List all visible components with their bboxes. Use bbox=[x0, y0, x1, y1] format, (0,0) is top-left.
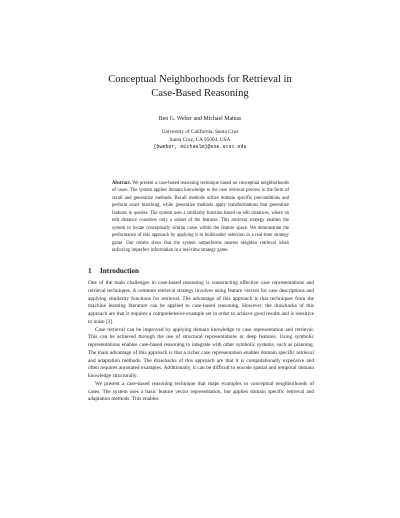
body-text bbox=[88, 280, 314, 404]
section-number: 1 bbox=[88, 267, 92, 275]
paragraph: Case retrieval can be improved by applying domain knowledge to case representation and retrieval. This can be achieved through the use of structural representations or deep features. Using symbolic representations enables case-based reasoning to integrate with other symbolic systems, such as planning. The main advantage of this approach is that a richer case representation enables domain specific retrieval and adaptation methods. The drawbacks of this approach are that it is computationally expensive and often requires annotated examples. Additionally, it can be difficult to encode spatial and temporal domain knowledge structurally. bbox=[88, 326, 314, 379]
affiliation-line-1: University of California, Santa Cruz bbox=[161, 129, 239, 135]
abstract-label: Abstract. bbox=[112, 181, 131, 186]
authors: Ben G. Weber and Michael Mateas bbox=[158, 116, 242, 122]
affiliation bbox=[0, 129, 400, 152]
author-email: {bweber, michaelm}@soe.ucsc.edu bbox=[153, 144, 247, 151]
title-line-1: Conceptual Neighborhoods for Retrieval in bbox=[108, 74, 292, 85]
paragraph: We present a case-based reasoning technique that maps examples to conceptual neighborhoods of cases. The system uses a basic feature vector representation, but applies domain specific retrieval and adaptation methods. This enables bbox=[88, 380, 314, 403]
paper-title bbox=[70, 73, 330, 101]
abstract-text: We present a case-based reasoning technique based on conceptual neighborhoods of cases. The system applies domain knowledge to the case retrieval process in the form of recall and generalize methods. Recall methods utilize domain specific preconditions and perform exact matching, while generalize methods apply transformations that generalize features in queries. The system uses a similarity function based on edit distances, where an edit distance considers only a subset of the features. This retrieval strategy enables the system to locate conceptually similar cases within the feature space. We demonstrate the performance of this approach by applying it to build-order selection in a real-time strategy game. Our results show that the system outperforms nearest neighbor retrieval when enforcing imperfect information in a real-time strategy game. bbox=[112, 181, 289, 254]
section-title: Introduction bbox=[100, 267, 140, 275]
abstract bbox=[112, 180, 289, 255]
section-heading bbox=[88, 267, 139, 276]
title-line-2: Case-Based Reasoning bbox=[151, 88, 249, 99]
paragraph: One of the main challenges in case-based reasoning is constructing effective case representations and retrieval techniques. A common retrieval strategy involves using feature vectors for case descriptions and applying similarity functions for retrieval. The advantage of this approach is that techniques from the machine learning literature can be applied to case-based reasoning. However, the drawbacks of this approach are that it requires a comprehensive example set in order to achieve good results and is sensitive to noise [2]. bbox=[88, 280, 314, 325]
affiliation-line-2: Santa Cruz, CA 95064, USA bbox=[169, 136, 231, 143]
